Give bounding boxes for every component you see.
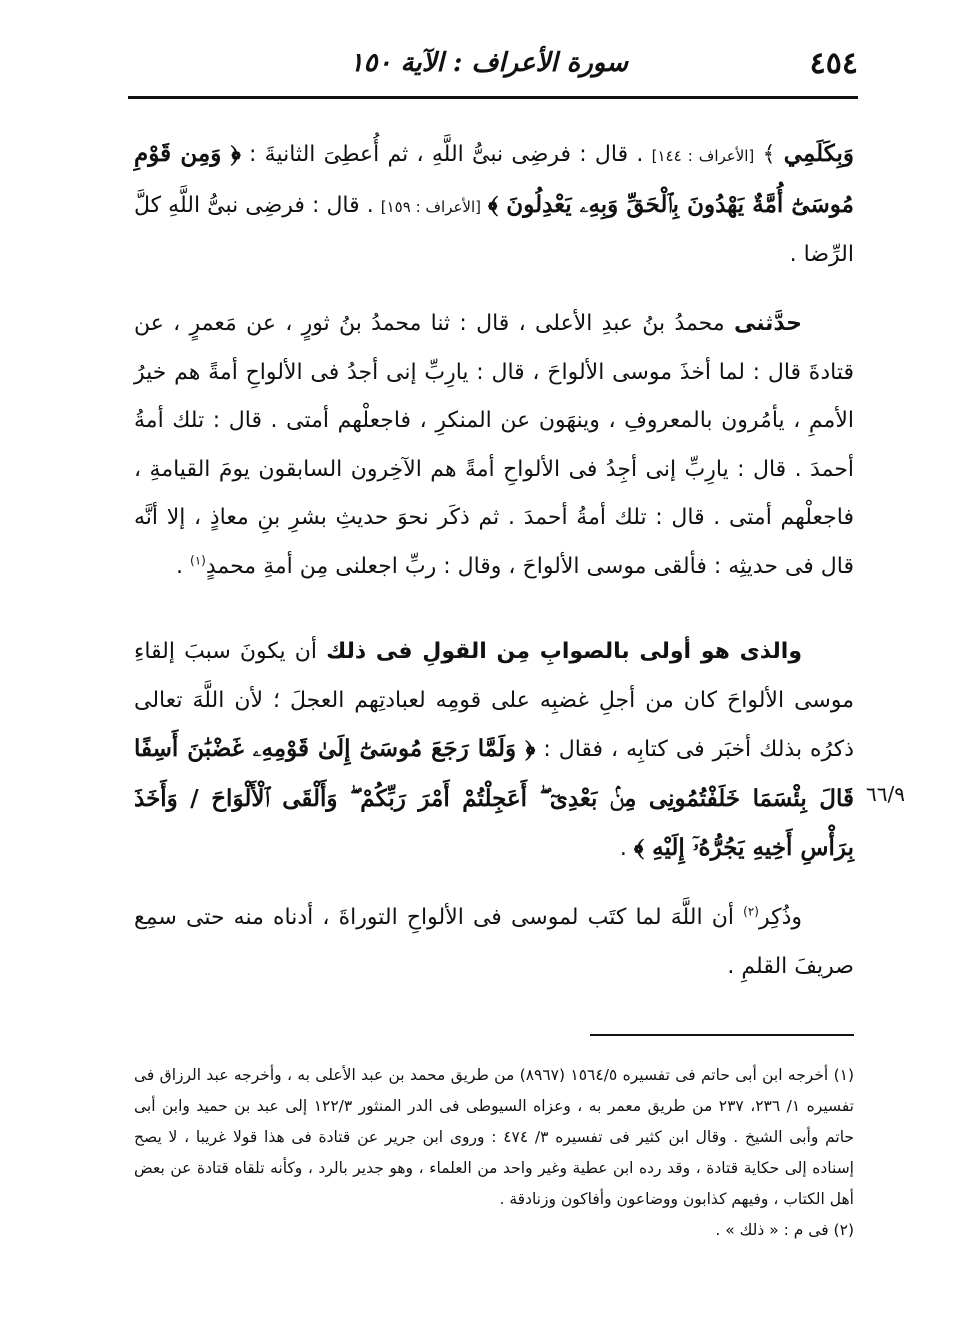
footnote-2: (٢) فى م : « ذلك » . xyxy=(715,1221,854,1239)
header-rule xyxy=(128,96,858,99)
paragraph-4 xyxy=(134,894,854,991)
footnote-marker: (٢) xyxy=(743,904,759,919)
margin-volume-page: ٦٦/٩ xyxy=(866,782,905,806)
quran-verse: ﴿ وَلَمَّا رَجَعَ مُوسَىٰٓ إِلَىٰ قَوْمِهِۦ غَضْبَٰنَ أَسِفًا قَالَ بِئْسَمَا خَلَفْتُمُونِى مِنۢ بَعْدِىٓ ۖ أَعَجِلْتُمْ أَمْرَ رَبِّكُمْ ۖ وَأَلْقَى ٱلْأَلْوَاحَ / وَأَخَذَ بِرَأْسِ أَخِيهِ يَجُرُّهُۥٓ إِلَيْهِ ﴾ xyxy=(134,735,854,861)
period: . xyxy=(619,836,627,861)
footnote-rule xyxy=(590,1034,854,1036)
quran-verse: ﴿ وَمِن قَوْمِ مُوسَىٰٓ أُمَّةٌ يَهْدُونَ بِٱلْحَقِّ وَبِهِۦ يَعْدِلُونَ ﴾ xyxy=(134,140,854,218)
footnotes xyxy=(134,1060,854,1246)
period: . xyxy=(176,553,183,579)
paragraph-2 xyxy=(134,300,854,591)
paragraph-text: محمدُ بنُ عبدِ الأعلى ، قال : ثنا محمدُ بنُ ثورٍ ، عن مَعمرٍ ، عن قتادةَ قال : لما أخذَ موسى الألواحَ ، قال : يارِبِّ إنى أجدُ فى الألواحِ أمةً هم خيرُ الأممِ ، يأمُرون بالمعروفِ ، وينهَون عن المنكرِ ، فاجعلْهم أمتى . قال : تلك أمةُ أحمدَ . قال : يارِبِّ إنى أجِدُ فى الألواحِ أمةً هم الآخِرون السابقون يومَ القيامةِ ، فاجعلْهم أمتى . قال : تلك أمةُ أحمدَ . ثم ذكَر نحوَ حديثِ بشرِ بنِ معاذٍ ، إلا أنَّه قال فى حديثِه : فألقى موسى الألواحَ ، وقال : ربِّ اجعلنى مِن أمةِ محمدٍ xyxy=(134,311,854,579)
page-number: ٤٥٤ xyxy=(809,46,858,81)
opinion-lead: والذى هو أولى بالصوابِ مِن القولِ فى ذلك xyxy=(326,639,802,664)
footnote-1: (١) أخرجه ابن أبى حاتم فى تفسيره ١٥٦٤/٥ (٨٩٦٧) من طريق محمد بن عبد الأعلى به ، وأخرجه عبد الرزاق فى تفسيره ١/ ٢٣٦، ٢٣٧ من طريق معمر به ، وعزاه السيوطى فى الدر المنثور ١٢٢/٣ إلى عبد بن حميد وابن أبى حاتم وأبى الشيخ . وقال ابن كثير فى تفسيره ٣/ ٤٧٤ : وروى ابن جرير عن قتادة فى هذا قولا غريبا ، لا يصح إسناده إلى حكاية قتادة ، وقد رده ابن عطية وغير واحد من العلماء ، وهو جدير بالرد ، وكأنه تلقاه قتادة عن بعض أهل الكتاب ، وفيهم كذابون ووضاعون وأفاكون وزنادقة . xyxy=(134,1066,855,1208)
paragraph-3 xyxy=(134,628,854,874)
narration-lead: حدَّثنى xyxy=(733,311,802,336)
verse-reference: [الأعراف : ١٥٩] xyxy=(380,197,481,216)
running-head-title: سورة الأعراف : الآية ١٥٠ xyxy=(349,48,628,78)
paragraph-1: وَبِكَلَمِي ﴾ [الأعراف : ١٤٤] . قال : فرضِى نبىُّ اللَّهِ ، ثم أُعطِىَ الثانيةَ : ﴿ وَمِن قَوْمِ مُوسَىٰٓ أُمَّةٌ يَهْدُونَ بِٱلْحَقِّ وَبِهِۦ يَعْدِلُونَ ﴾ [الأعراف : ١٥٩] . قال : فرضِى نبىُّ اللَّهِ كلَّ الرِّضا . xyxy=(134,140,854,267)
paragraph-lead: وذُكِر xyxy=(758,905,802,930)
paragraph-text: أن يكونَ سببَ إلقاءِ موسى الألواحَ كان من أجلِ غضبِه على قومِه لعبادتِهم العجلَ ؛ لأن اللَّهَ تعالى ذكرُه بذلك أخبَر فى كتابِه ، فقال : xyxy=(134,639,854,762)
paragraph-text: . قال : فرضِى نبىُّ اللَّهِ ، ثم أُعطِىَ الثانيةَ : xyxy=(249,142,644,167)
footnote-marker: (١) xyxy=(190,553,206,568)
verse-reference: [الأعراف : ١٤٤] xyxy=(651,147,755,165)
running-head xyxy=(128,40,858,86)
quran-verse: وَبِكَلَمِي xyxy=(783,140,854,167)
paragraph-text: . قال : فرضِى نبىُّ اللَّهِ كلَّ الرِّضا . xyxy=(134,192,854,267)
paragraph-text: أن اللَّهَ لما كتَب لموسى فى الألواحِ التوراةَ ، أدناه منه حتى سمِع صريفَ القلمِ . xyxy=(134,905,854,979)
